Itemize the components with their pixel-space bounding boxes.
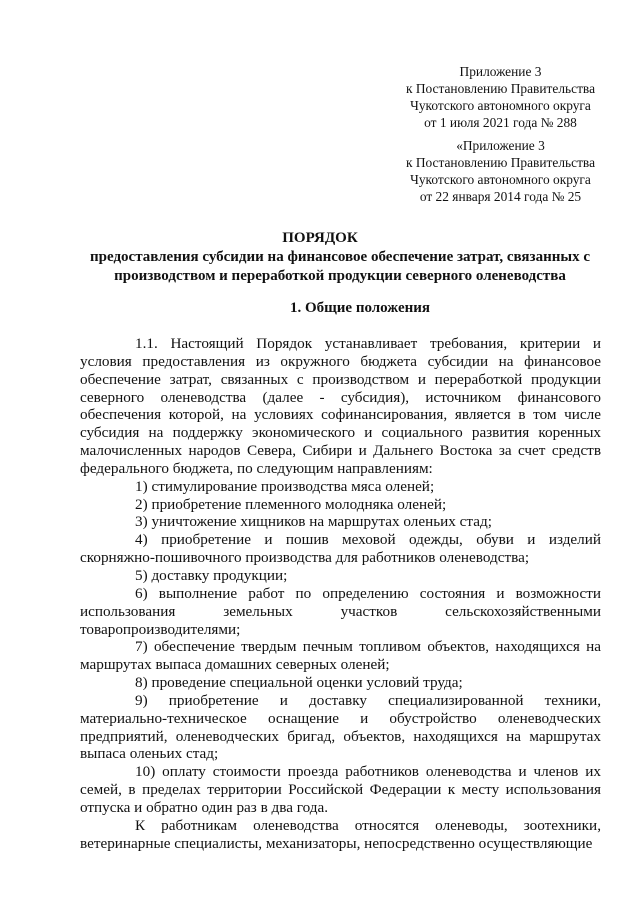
annex-header-current bbox=[398, 63, 603, 131]
list-item: 9) приобретение и доставку специализированной техники, материально-техническое оснащение и обустройство оленеводческих предприятий, оленеводческих бригад, объектов, находящихся на маршрутах выпаса оленьих стад; bbox=[80, 691, 601, 763]
annex-line: «Приложение 3 bbox=[456, 138, 545, 153]
section-heading: 1. Общие положения bbox=[289, 300, 431, 316]
list-item: 2) приобретение племенного молодняка оленей; bbox=[135, 495, 447, 513]
list-item: 5) доставку продукции; bbox=[135, 566, 288, 584]
annex-line: Приложение 3 bbox=[459, 64, 542, 79]
list-item: 7) обеспечение твердым печным топливом объектов, находящихся на маршрутах выпаса домашних северных оленей; bbox=[80, 638, 601, 674]
document-subtitle: предоставления субсидии на финансовое обеспечение затрат, связанных с производством и переработкой продукции северного оленеводства bbox=[90, 249, 590, 284]
list-item: 3) уничтожение хищников на маршрутах оленьих стад; bbox=[135, 513, 492, 531]
list-item: 1) стимулирование производства мяса оленей; bbox=[135, 477, 435, 495]
annex-line: Чукотского автономного округа bbox=[410, 172, 591, 187]
paragraph-1-1: 1.1. Настоящий Порядок устанавливает требования, критерии и условия предоставления из окружного бюджета субсидии на финансовое обеспечение затрат, связанных с производством и переработкой продукции северного оленеводства (далее - субсидия), источником финансового обеспечения которой, на условиях софинансирования, является в том числе субсидия на поддержку экономического и социального развития коренных малочисленных народов Севера, Сибири и Дальнего Востока за счет средств федерального бюджета, по следующим направлениям: bbox=[80, 335, 601, 477]
annex-line: к Постановлению Правительства bbox=[405, 155, 596, 170]
annex-line: от 1 июля 2021 года № 288 bbox=[424, 115, 577, 130]
list-item: 10) оплату стоимости проезда работников оленеводства и членов их семей, в пределах территории Российской Федерации к месту использования отпуска и обратно один раз в два года. bbox=[80, 763, 601, 816]
document-body bbox=[80, 335, 601, 852]
document-title: ПОРЯДОК bbox=[282, 230, 358, 246]
list-item: 6) выполнение работ по определению состояния и возможности использования земельных участков сельскохозяйственными товаропроизводителями; bbox=[80, 584, 601, 638]
annex-line: Чукотского автономного округа bbox=[410, 98, 591, 113]
list-item: 8) проведение специальной оценки условий труда; bbox=[135, 674, 463, 692]
list-item: 4) приобретение и пошив меховой одежды, обуви и изделий скорняжно-пошивочного производства для работников оленеводства; bbox=[80, 531, 601, 567]
paragraph-workers: К работникам оленеводства относятся оленеводы, зоотехники, ветеринарные специалисты, механизаторы, непосредственно осуществляющие bbox=[80, 816, 601, 852]
annex-line: от 22 января 2014 года № 25 bbox=[419, 189, 582, 204]
annex-header-original bbox=[398, 137, 603, 205]
annex-line: к Постановлению Правительства bbox=[405, 81, 596, 96]
